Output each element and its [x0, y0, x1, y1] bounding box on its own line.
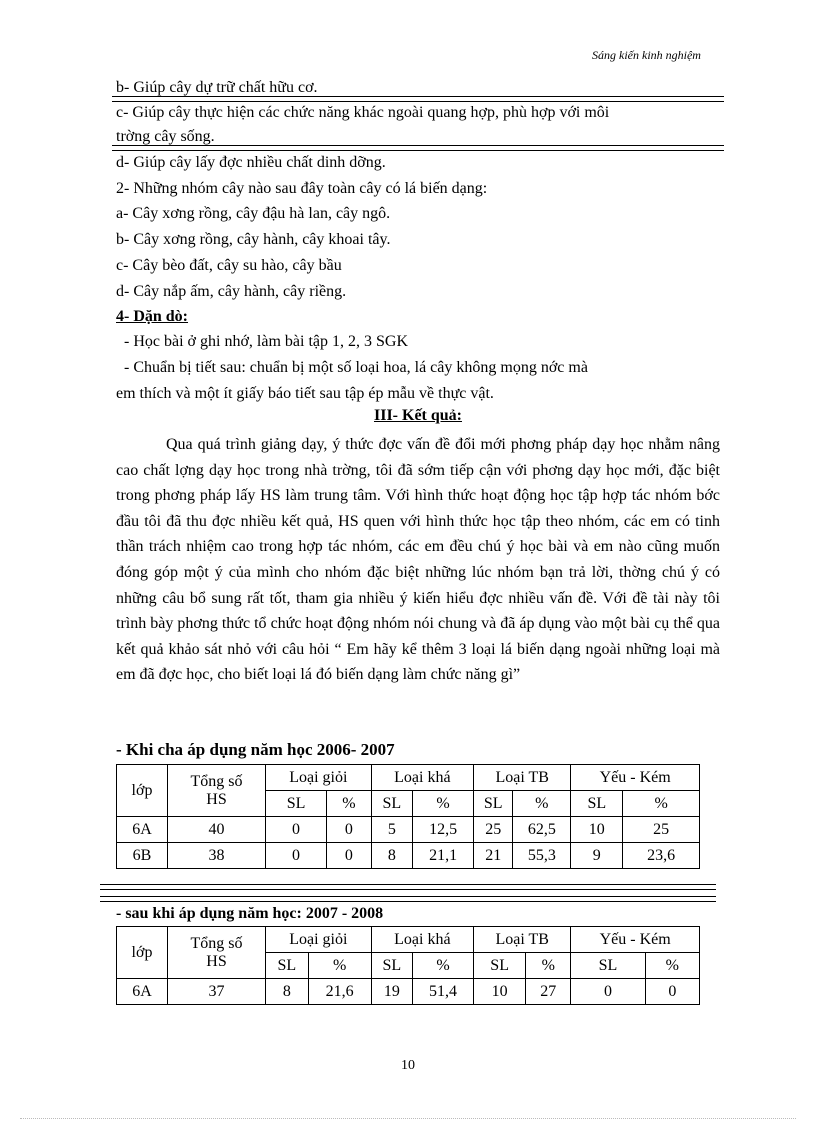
- sub-pct: %: [513, 791, 571, 817]
- col-gioi: Loại giỏi: [266, 927, 372, 953]
- col-gioi: Loại giỏi: [266, 765, 372, 791]
- col-lop: lớp: [117, 927, 168, 979]
- sub-pct: %: [308, 953, 371, 979]
- col-tong: Tổng số HS: [168, 765, 266, 817]
- table2-title: - sau khi áp dụng năm học: 2007 - 2008: [116, 905, 384, 922]
- homework-item-3: em thích và một ít giấy báo tiết sau tập ép mẫu về thực vật.: [116, 385, 494, 402]
- col-kha: Loại khá: [371, 927, 473, 953]
- sub-sl: SL: [571, 791, 623, 817]
- answer-a2: a- Cây xơng rồng, cây đậu hà lan, cây ngô.: [116, 205, 391, 222]
- sub-pct: %: [526, 953, 571, 979]
- section-title: III- Kết quả:: [373, 407, 462, 424]
- sub-sl: SL: [474, 791, 513, 817]
- table-row: 6A 40 0 0 5 12,5 25 62,5 10 25: [117, 817, 700, 843]
- sub-pct: %: [623, 791, 700, 817]
- answer-b: b- Giúp cây dự trữ chất hữu cơ.: [116, 79, 318, 96]
- answer-b2: b- Cây xơng rồng, cây hành, cây khoai tây.: [116, 231, 391, 248]
- results-table-before: [116, 764, 700, 869]
- table-row: 6B 38 0 0 8 21,1 21 55,3 9 23,6: [117, 843, 700, 869]
- results-table-after: [116, 926, 700, 1005]
- col-tb: Loại TB: [474, 927, 571, 953]
- sub-pct: %: [413, 953, 474, 979]
- running-header: Sáng kiến kinh nghiệm: [592, 48, 701, 62]
- answer-d2: d- Cây nắp ấm, cây hành, cây riềng.: [116, 283, 347, 300]
- sub-pct: %: [413, 791, 474, 817]
- question-2: 2- Những nhóm cây nào sau đây toàn cây có lá biến dạng:: [116, 180, 488, 197]
- homework-item-1: - Học bài ở ghi nhớ, làm bài tập 1, 2, 3 SGK: [124, 333, 408, 350]
- homework-item-2: - Chuẩn bị tiết sau: chuẩn bị một số loại hoa, lá cây không mọng nớc mà: [124, 359, 588, 376]
- sub-pct: %: [327, 791, 372, 817]
- sub-sl: SL: [371, 791, 412, 817]
- results-paragraph: [116, 432, 720, 688]
- col-tb: Loại TB: [474, 765, 571, 791]
- sub-pct: %: [645, 953, 699, 979]
- sub-sl: SL: [266, 791, 327, 817]
- footer-divider: [20, 1118, 796, 1119]
- answer-c-line1: c- Giúp cây thực hiện các chức năng khác ngoài quang hợp, phù hợp với môi: [116, 104, 610, 121]
- answer-d: d- Giúp cây lấy đợc nhiều chất dinh dỡng.: [116, 154, 386, 171]
- sub-sl: SL: [571, 953, 645, 979]
- col-tong: Tổng số HS: [168, 927, 266, 979]
- page-number: 10: [401, 1058, 415, 1073]
- sub-sl: SL: [371, 953, 412, 979]
- answer-c3: c- Cây bèo đất, cây su hào, cây bầu: [116, 257, 342, 274]
- col-yeu: Yếu - Kém: [571, 927, 700, 953]
- table1-title: - Khi cha áp dụng năm học 2006- 2007: [116, 740, 395, 759]
- section-4-heading: 4- Dặn dò:: [116, 308, 189, 325]
- col-kha: Loại khá: [371, 765, 473, 791]
- sub-sl: SL: [266, 953, 309, 979]
- sub-sl: SL: [474, 953, 526, 979]
- col-lop: lớp: [117, 765, 168, 817]
- paragraph-text: Qua quá trình giảng dạy, ý thức đợc vấn đề đổi mới phơng pháp dạy học nhằm nâng cao chất lợng dạy học trong nhà trờng, tôi đã sớm tiếp cận với phơng dạy học mới, đặc biệt trong phơng pháp lấy HS làm trung tâm. Với hình thức hoạt động học tập hợp tác nhóm bớc đầu tôi đã thu đợc nhiều kết quả, HS quen với hình thức học tập theo nhóm, các em có tinh thần trách nhiệm cao trong hợp tác nhóm, các em đều chú ý học bài và em nào cũng muốn đóng góp một ý của mình cho nhóm đặc biệt những lúc nhóm bạn trả lời, thờng chú ý có những câu bổ sung rất tốt, tham gia nhiều ý kiến hiểu đợc nhiều vấn đề. Với đề tài này tôi trình bày phơng thức tổ chức hoạt động nhóm nói chung và đã áp dụng vào một bài cụ thể qua kết quả khảo sát nhỏ với câu hỏi “ Em hãy kể thêm 3 loại lá biến dạng ngoài những loại mà em đã đợc học, cho biết loại lá đó biến dạng làm chức năng gì”: [116, 436, 720, 684]
- answer-c-line2: trờng cây sống.: [116, 128, 215, 145]
- double-rule: [100, 884, 716, 890]
- table-row: 6A 37 8 21,6 19 51,4 10 27 0 0: [117, 979, 700, 1005]
- col-yeu: Yếu - Kém: [571, 765, 700, 791]
